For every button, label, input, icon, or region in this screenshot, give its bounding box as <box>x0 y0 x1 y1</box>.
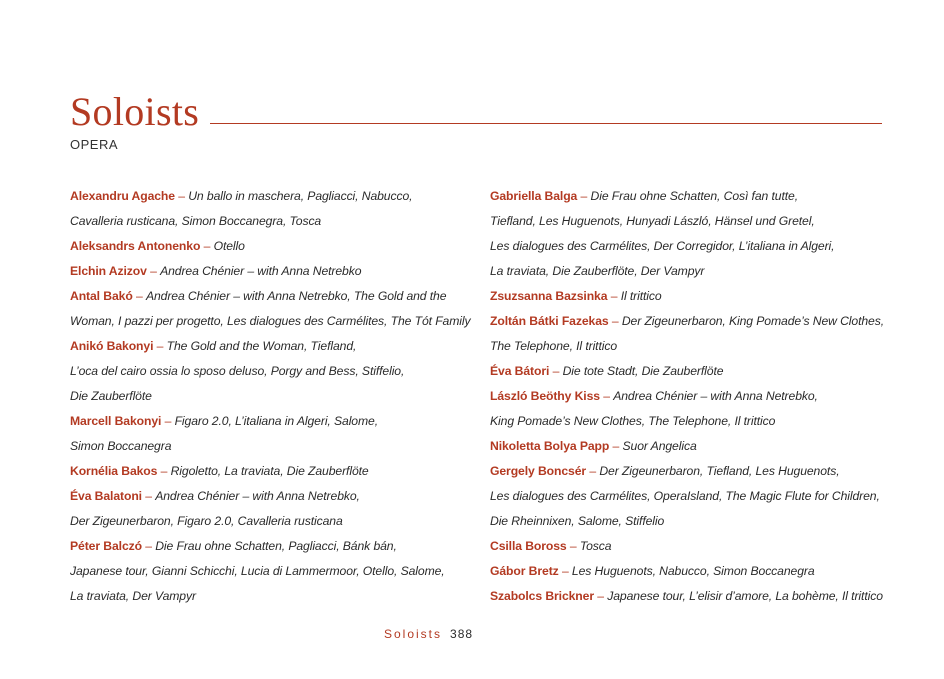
works-list: Japanese tour, Gianni Schicchi, Lucia di Lammermoor, Otello, Salome, <box>70 564 445 578</box>
works-list: Les dialogues des Carmélites, Der Corregidor, L’italiana in Algeri, <box>490 239 835 253</box>
entry-line <box>490 334 910 359</box>
separator-dash: – <box>549 364 563 378</box>
works-list: Andrea Chénier – with Anna Netrebko, The Gold and the <box>145 289 447 303</box>
works-list: Der Zigeunerbaron, Tiefland, Les Huguenots, <box>599 464 840 478</box>
entry-line <box>70 259 470 284</box>
left-column <box>70 184 470 609</box>
entry-line <box>490 434 910 459</box>
works-list: Die Frau ohne Schatten, Così fan tutte, <box>590 189 798 203</box>
separator-dash: – <box>141 539 156 553</box>
separator-dash: – <box>599 389 614 403</box>
works-list: La traviata, Der Vampyr <box>70 589 196 603</box>
works-list: Les Huguenots, Nabucco, Simon Boccanegra <box>571 564 815 578</box>
entry-line <box>70 359 470 384</box>
works-list: Andrea Chénier – with Anna Netrebko, <box>155 489 360 503</box>
works-list: Andrea Chénier – with Anna Netrebko <box>160 264 362 278</box>
separator-dash: – <box>566 539 580 553</box>
page-title: Soloists <box>70 89 200 134</box>
works-list: Rigoletto, La traviata, Die Zauberflöte <box>170 464 369 478</box>
works-list: Die Rheinnixen, Salome, Stiffelio <box>490 514 665 528</box>
separator-dash: – <box>586 464 600 478</box>
soloist-name: Gábor Bretz <box>490 564 559 578</box>
separator-dash: – <box>132 289 146 303</box>
works-list: Les dialogues des Carmélites, OperaIsland, The Magic Flute for Children, <box>490 489 880 503</box>
works-list: Japanese tour, L’elisir d’amore, La bohème, Il trittico <box>607 589 883 603</box>
works-list: King Pomade’s New Clothes, The Telephone, Il trittico <box>490 414 776 428</box>
entry-line <box>490 584 910 609</box>
entry-line <box>490 484 910 509</box>
soloist-name: Anikó Bakonyi <box>70 339 154 353</box>
separator-dash: – <box>174 189 189 203</box>
entry-line <box>70 434 470 459</box>
soloist-name: Péter Balczó <box>70 539 142 553</box>
works-list: Die Frau ohne Schatten, Pagliacci, Bánk bán, <box>155 539 397 553</box>
soloist-name: Zsuzsanna Bazsinka <box>490 289 608 303</box>
works-list: Simon Boccanegra <box>70 439 172 453</box>
entry-line <box>490 284 910 309</box>
works-list: Un ballo in maschera, Pagliacci, Nabucco, <box>188 189 413 203</box>
works-list: Il trittico <box>620 289 662 303</box>
works-list: Die Zauberflöte <box>70 389 152 403</box>
soloist-name: Csilla Boross <box>490 539 567 553</box>
entry-line <box>70 384 470 409</box>
soloist-name: Gabriella Balga <box>490 189 578 203</box>
entry-line <box>70 559 470 584</box>
works-list: L’oca del cairo ossia lo sposo deluso, Porgy and Bess, Stiffelio, <box>70 364 405 378</box>
entry-line <box>490 559 910 584</box>
works-list: Suor Angelica <box>622 439 697 453</box>
works-list: The Gold and the Woman, Tiefland, <box>166 339 357 353</box>
separator-dash: – <box>593 589 608 603</box>
entry-line <box>490 234 910 259</box>
entry-line <box>490 309 910 334</box>
works-list: Otello <box>213 239 245 253</box>
entry-line <box>70 484 470 509</box>
works-list: Tosca <box>579 539 612 553</box>
entry-line <box>70 209 470 234</box>
separator-dash: – <box>577 189 591 203</box>
entry-line <box>490 259 910 284</box>
soloist-name: Kornélia Bakos <box>70 464 158 478</box>
page-header <box>70 88 882 136</box>
entry-line <box>70 334 470 359</box>
entry-line <box>490 384 910 409</box>
works-list: La traviata, Die Zauberflöte, Der Vampyr <box>490 264 705 278</box>
entry-line <box>70 534 470 559</box>
entry-line <box>490 209 910 234</box>
page-number: 388 <box>450 627 474 641</box>
entry-line <box>70 459 470 484</box>
separator-dash: – <box>609 439 623 453</box>
separator-dash: – <box>161 414 175 428</box>
entry-line <box>70 309 470 334</box>
separator-dash: – <box>146 264 161 278</box>
soloist-name: Aleksandrs Antonenko <box>70 239 201 253</box>
entry-line <box>70 584 470 609</box>
entry-line <box>70 284 470 309</box>
soloist-name: Nikoletta Bolya Papp <box>490 439 610 453</box>
soloist-name: Zoltán Bátki Fazekas <box>490 314 609 328</box>
soloist-name: Elchin Azizov <box>70 264 147 278</box>
footer-section-label: Soloists <box>384 627 443 641</box>
separator-dash: – <box>157 464 171 478</box>
soloist-name: Éva Bátori <box>490 364 550 378</box>
soloist-name: László Beöthy Kiss <box>490 389 600 403</box>
soloist-name: Éva Balatoni <box>70 489 142 503</box>
entry-line <box>490 359 910 384</box>
entry-line <box>490 534 910 559</box>
soloist-name: Marcell Bakonyi <box>70 414 162 428</box>
separator-dash: – <box>558 564 572 578</box>
separator-dash: – <box>153 339 167 353</box>
entry-line <box>70 234 470 259</box>
entry-line <box>490 459 910 484</box>
entry-line <box>490 184 910 209</box>
soloist-name: Gergely Boncsér <box>490 464 587 478</box>
separator-dash: – <box>608 314 622 328</box>
works-list: Andrea Chénier – with Anna Netrebko, <box>613 389 818 403</box>
entry-line <box>70 409 470 434</box>
works-list: The Telephone, Il trittico <box>490 339 618 353</box>
right-column <box>490 184 910 609</box>
works-list: Die tote Stadt, Die Zauberflöte <box>562 364 724 378</box>
entry-line <box>490 509 910 534</box>
entry-line <box>490 409 910 434</box>
works-list: Figaro 2.0, L’italiana in Algeri, Salome, <box>174 414 379 428</box>
separator-dash: – <box>200 239 214 253</box>
entry-line <box>70 184 470 209</box>
works-list: Woman, I pazzi per progetto, Les dialogues des Carmélites, The Tót Family <box>70 314 471 328</box>
works-list: Der Zigeunerbaron, Figaro 2.0, Cavalleria rusticana <box>70 514 343 528</box>
page-footer <box>384 627 473 641</box>
separator-dash: – <box>141 489 156 503</box>
soloist-name: Szabolcs Brickner <box>490 589 594 603</box>
works-list: Tiefland, Les Huguenots, Hunyadi László, Hänsel und Gretel, <box>490 214 815 228</box>
entry-line <box>70 509 470 534</box>
works-list: Der Zigeunerbaron, King Pomade’s New Clothes, <box>621 314 885 328</box>
soloist-name: Antal Bakó <box>70 289 133 303</box>
separator-dash: – <box>607 289 621 303</box>
soloist-name: Alexandru Agache <box>70 189 175 203</box>
title-rule <box>210 123 882 124</box>
works-list: Cavalleria rusticana, Simon Boccanegra, Tosca <box>70 214 322 228</box>
section-subtitle: OPERA <box>70 137 119 152</box>
